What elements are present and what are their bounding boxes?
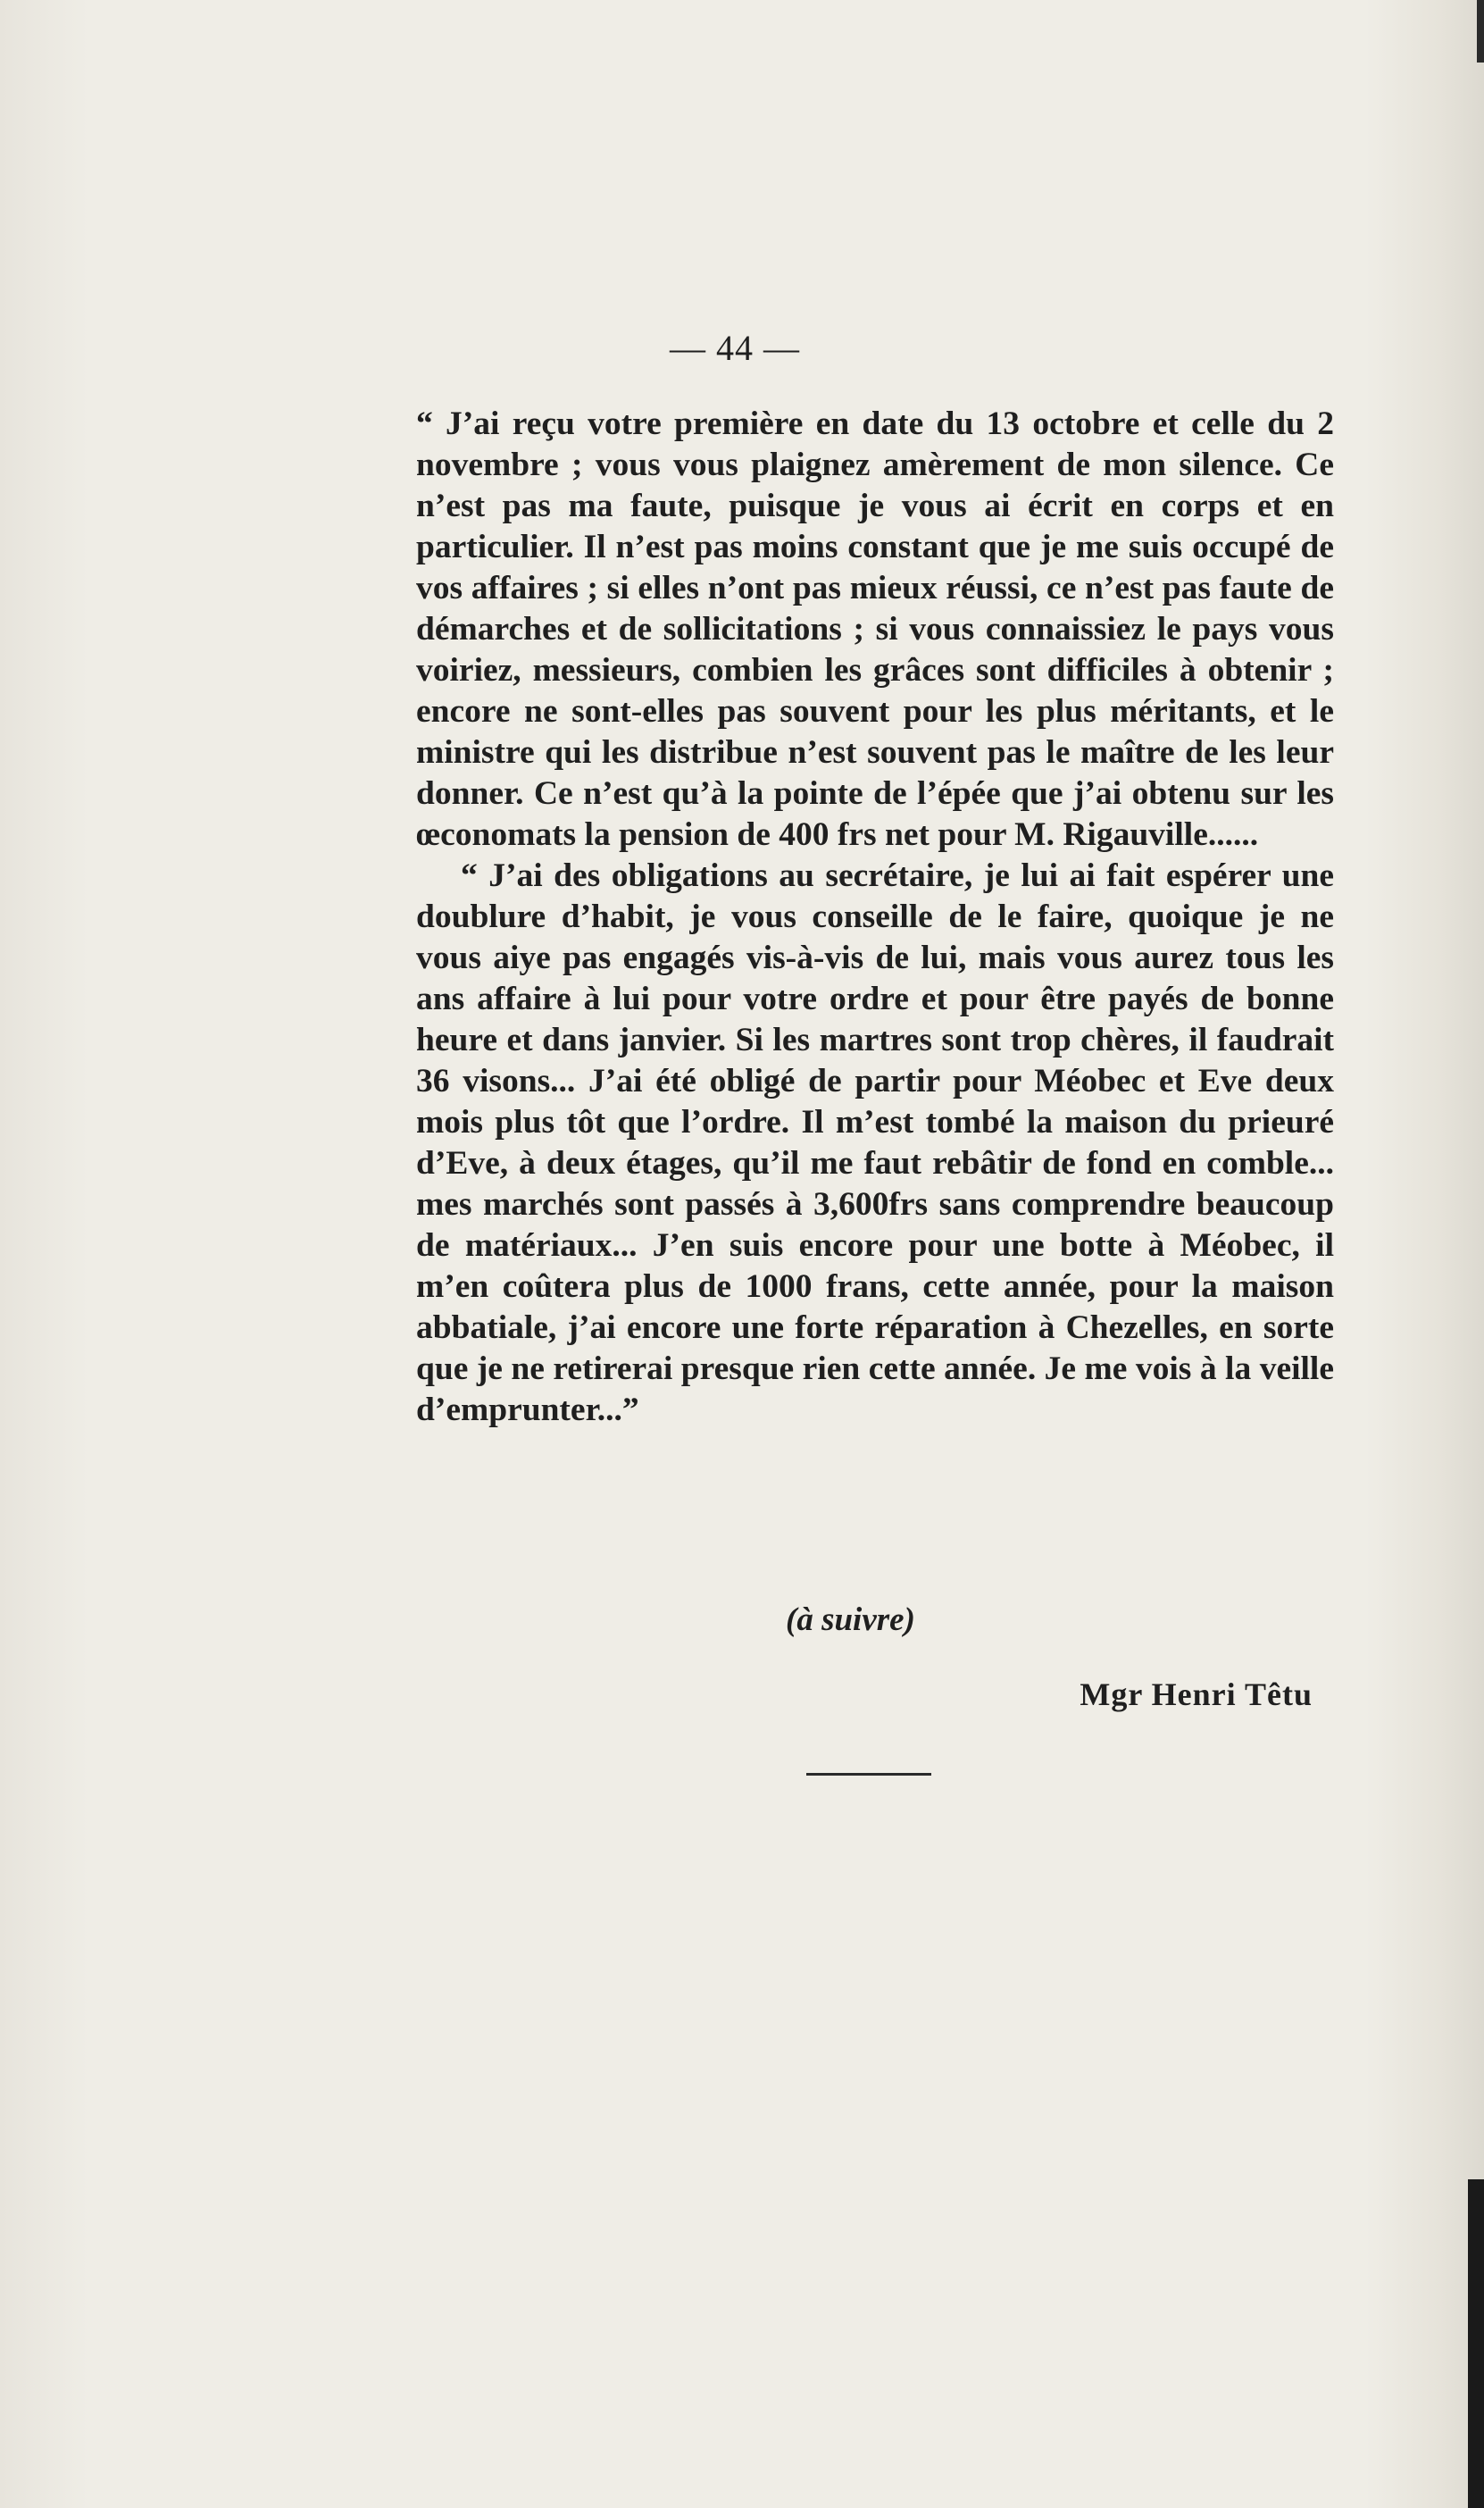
author-signature: Mgr Henri Têtu xyxy=(1080,1676,1313,1712)
paragraph-1: “ J’ai reçu votre première en date du 13 octobre et celle du 2 novembre ; vous vous plaignez amèrement de mon silence. Ce n’est pas ma faute, puisque je vous ai écrit en corps et en particulier. Il n’est pas moins constant que je me suis occupé de vos affaires ; si elles n’ont pas mieux réussi, ce n’est pas faute de démarches et de sollicitations ; si vous connaissiez le pays vous voiriez, messieurs, combien les grâces sont difficiles à obtenir ; encore ne sont-elles pas souvent pour les plus méritants, et le ministre qui les distribue n’est souvent pas le maître de les leur donner. Ce n’est qu’à la pointe de l’épée que j’ai obtenu sur les œconomats la pension de 400 frs net pour M. Rigauville...... xyxy=(416,405,1334,853)
scan-edge-shadow xyxy=(1468,2179,1484,2508)
paragraph-2: “ J’ai des obligations au secrétaire, je lui ai fait espérer une doublure d’habit, je vous conseille de le faire, quoique je ne vous aiye pas engagés vis-à-vis de lui, mais vous aurez tous les ans affaire à lui pour votre ordre et pour être payés de bonne heure et dans janvier. Si les martres sont trop chères, il faudrait 36 visons... J’ai été obligé de partir pour Méobec et Eve deux mois plus tôt que l’ordre. Il m’est tombé la maison du prieuré d’Eve, à deux étages, qu’il me faut rebâtir de fond en comble... mes marchés sont passés à 3,600frs sans comprendre beaucoup de matériaux... J’en suis encore pour une botte à Méobec, il m’en coûtera plus de 1000 frans, cette année, pour la maison abbatiale, j’ai encore une forte réparation à Chezelles, en sorte que je ne retirerai presque rien cette année. Je me vois à la veille d’emprunter...” xyxy=(416,857,1334,1428)
letter-body xyxy=(416,404,1334,1431)
scan-edge-shadow-top xyxy=(1477,0,1484,63)
section-divider xyxy=(806,1773,931,1776)
page-number: — 44 — xyxy=(670,328,800,368)
to-be-continued: (à suivre) xyxy=(786,1601,915,1638)
